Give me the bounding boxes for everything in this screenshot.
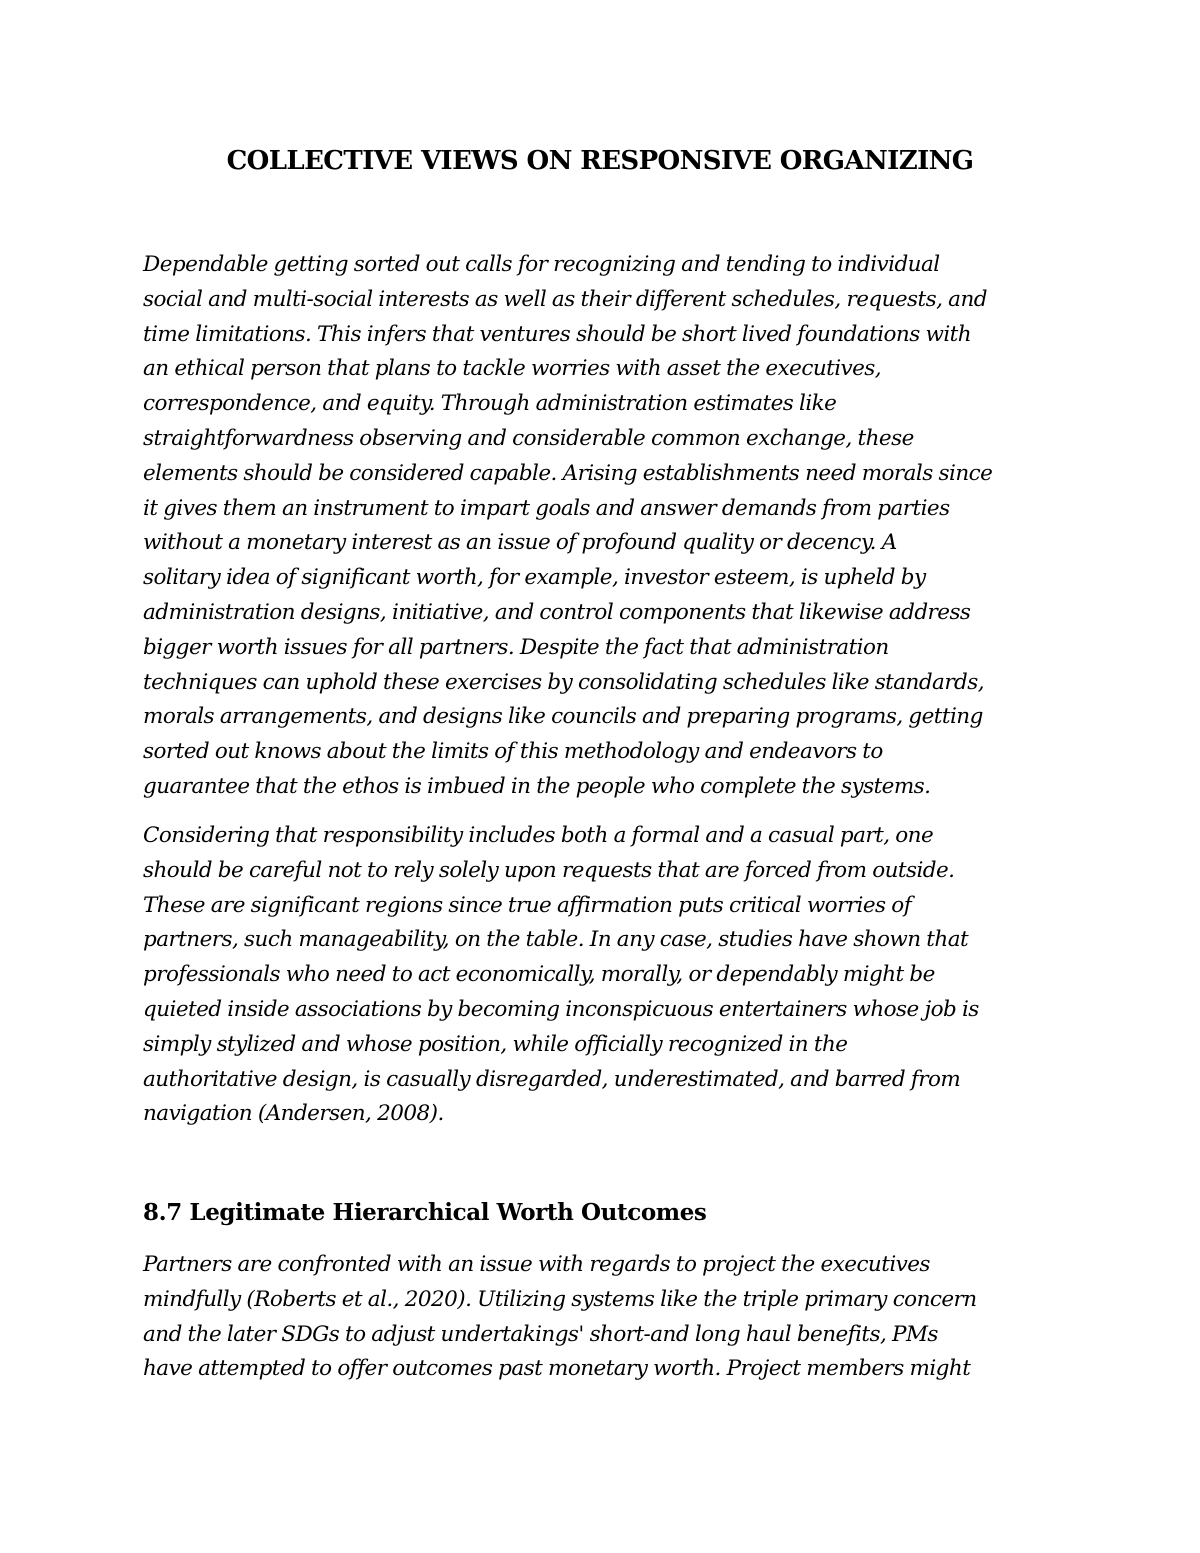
section-heading: 8.7 Legitimate Hierarchical Worth Outcomes [143, 1199, 707, 1226]
paragraph-worth-outcomes [143, 1248, 1073, 1387]
paragraph-line: time limitations. This infers that ventures should be short lived foundations with [143, 321, 972, 347]
paragraph-line: social and multi-social interests as well as their different schedules, requests, and [143, 286, 987, 312]
paragraph-line: elements should be considered capable. Arising establishments need morals since [143, 460, 993, 486]
paragraph-line: guarantee that the ethos is imbued in the people who complete the systems. [143, 773, 931, 799]
paragraph-line: have attempted to offer outcomes past monetary worth. Project members might [143, 1356, 971, 1382]
paragraph-line: partners, such manageability, on the table. In any case, studies have shown that [143, 927, 969, 953]
paragraph-line: bigger worth issues for all partners. Despite the fact that administration [143, 634, 889, 660]
paragraph-line: straightforwardness observing and considerable common exchange, these [143, 425, 914, 451]
paragraph-line: should be careful not to rely solely upon requests that are forced from outside. [143, 857, 955, 883]
paragraph-line: quieted inside associations by becoming inconspicuous entertainers whose job is [143, 996, 979, 1022]
paragraph-line: sorted out knows about the limits of this methodology and endeavors to [143, 739, 883, 765]
paragraph-line: professionals who need to act economically, morally, or dependably might be [143, 962, 935, 988]
paragraph-responsive-organizing [143, 248, 1073, 805]
paragraph-line: administration designs, initiative, and control components that likewise address [143, 599, 971, 625]
paragraph-line: techniques can uphold these exercises by consolidating schedules like standards, [143, 669, 985, 695]
paragraph-line: an ethical person that plans to tackle worries with asset the executives, [143, 356, 882, 382]
paragraph-line: navigation (Andersen, 2008). [143, 1101, 444, 1127]
document-title: COLLECTIVE VIEWS ON RESPONSIVE ORGANIZING [226, 146, 974, 176]
paragraph-line: authoritative design, is casually disregarded, underestimated, and barred from [143, 1066, 961, 1092]
paragraph-line: and the later SDGs to adjust undertakings' short-and long haul benefits, PMs [143, 1321, 938, 1347]
paragraph-line: Partners are confronted with an issue with regards to project the executives [143, 1252, 930, 1277]
paragraph-line: it gives them an instrument to impart goals and answer demands from parties [143, 495, 950, 521]
paragraph-line: without a monetary interest as an issue of profound quality or decency. A [143, 530, 897, 556]
paragraph-line: Dependable getting sorted out calls for recognizing and tending to individual [143, 252, 940, 277]
paragraph-line: mindfully (Roberts et al., 2020). Utilizing systems like the triple primary concern [143, 1286, 977, 1312]
paragraph-responsibility [143, 819, 1073, 1132]
paragraph-line: simply stylized and whose position, while officially recognized in the [143, 1031, 848, 1057]
paragraph-line: These are significant regions since true affirmation puts critical worries of [143, 892, 912, 918]
paragraph-line: solitary idea of significant worth, for example, investor esteem, is upheld by [143, 565, 926, 591]
paragraph-line: correspondence, and equity. Through administration estimates like [143, 391, 837, 417]
paragraph-line: morals arrangements, and designs like councils and preparing programs, getting [143, 704, 983, 730]
paragraph-line: Considering that responsibility includes both a formal and a casual part, one [143, 823, 934, 848]
